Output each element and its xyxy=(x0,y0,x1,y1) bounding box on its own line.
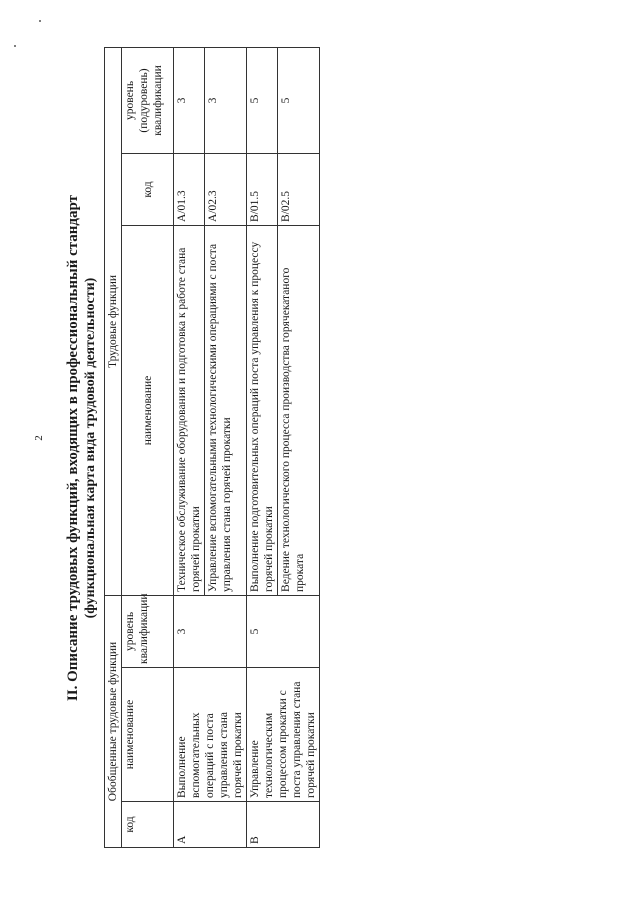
rotated-page-content xyxy=(62,38,512,858)
tf-level-cell: 5 xyxy=(247,47,278,153)
functional-map-table xyxy=(104,47,320,848)
tf-name-cell: Управление вспомогательными технологическими операциями с поста управления стана горячей прокатки xyxy=(205,225,247,595)
col-header-tf-level: уровень (подуровень) квалификации xyxy=(122,47,174,153)
col-header-tf-code: код xyxy=(122,153,174,225)
otf-code-cell: A xyxy=(174,802,247,848)
scan-speck xyxy=(14,45,16,47)
tf-code-cell: A/01.3 xyxy=(174,153,205,225)
otf-code-cell: B xyxy=(247,802,320,848)
tf-level-cell: 3 xyxy=(205,47,247,153)
table-column-header-row xyxy=(122,47,174,847)
tf-name-cell: Выполнение подготовительных операций поста управления к процессу горячей прокатки xyxy=(247,225,278,595)
tf-name-cell: Техническое обслуживание оборудования и подготовка к работе стана горячей прокатки xyxy=(174,225,205,595)
tf-code-cell: B/02.5 xyxy=(278,153,320,225)
section-title: II. Описание трудовых функций, входящих в профессиональный стандарт xyxy=(65,194,81,702)
col-header-code: код xyxy=(122,802,174,848)
otf-level-cell: 5 xyxy=(247,595,320,667)
otf-name-cell: Выполнение вспомогательных операций с поста управления стана горячей прокатки xyxy=(174,668,247,802)
col-header-tf-name: наименование xyxy=(122,225,174,595)
scan-speck xyxy=(39,20,41,22)
tf-code-cell: A/02.3 xyxy=(205,153,247,225)
table-row xyxy=(247,47,278,847)
group-header-generalized: Обобщенные трудовые функции xyxy=(105,595,122,847)
col-header-name: наименование xyxy=(122,668,174,802)
tf-code-cell: B/01.5 xyxy=(247,153,278,225)
tf-name-cell: Ведение технологического процесса производства горячекатаного проката xyxy=(278,225,320,595)
otf-name-cell: Управление технологическим процессом прокатки с поста управления стана горячей прокатки xyxy=(247,668,320,802)
group-header-functions: Трудовые функции xyxy=(105,47,122,595)
page-number: 2 xyxy=(33,435,45,441)
table-row xyxy=(174,47,205,847)
section-heading xyxy=(64,38,100,858)
tf-level-cell: 3 xyxy=(174,47,205,153)
otf-level-cell: 3 xyxy=(174,595,247,667)
col-header-level: уровень квалификации xyxy=(122,595,174,667)
table-group-header-row xyxy=(105,47,122,847)
tf-level-cell: 5 xyxy=(278,47,320,153)
section-subtitle: (функциональная карта вида трудовой деятельности) xyxy=(83,277,98,619)
